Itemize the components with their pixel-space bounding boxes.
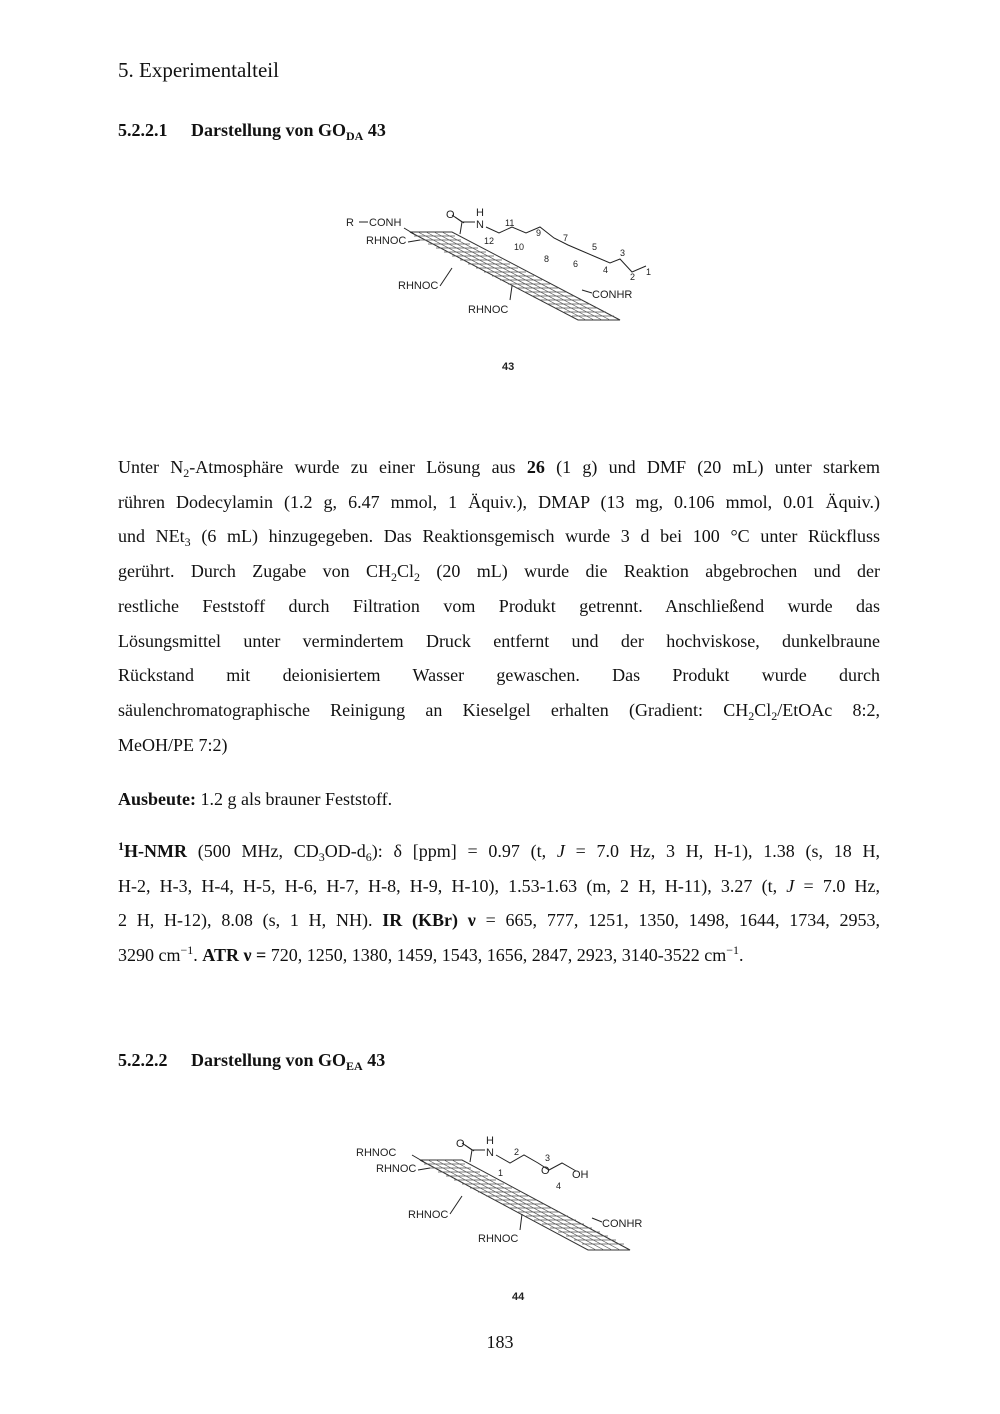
synthesis-line-9: MeOH/PE 7:2) (118, 734, 228, 755)
nitrogen-label: N (476, 219, 484, 231)
alkyl-chain-43 (486, 227, 646, 272)
graphene-sheet-43 (410, 232, 620, 320)
hydrogen-label: H (476, 207, 484, 219)
section-title-prefix: Darstellung von GO (191, 120, 347, 140)
oxygen-label: O (446, 209, 455, 221)
structure-43-labels (346, 207, 651, 373)
nmr-line-3: 2 H, H-12), 8.08 (s, 1 H, NH). IR (KBr) ν = 665, 777, 1251, 1350, 1498, 1644, 1734, 2953, (118, 910, 881, 931)
chain-num-8: 8 (544, 254, 550, 264)
hydrogen-label-44: H (486, 1135, 494, 1147)
section-title-prefix-2: Darstellung von GO (191, 1050, 347, 1070)
chain-num-11: 11 (505, 218, 515, 228)
chain-num-44-4: 4 (556, 1181, 562, 1191)
chain-num-6: 6 (573, 259, 579, 269)
chain-num-2: 2 (630, 272, 636, 282)
ir-label: IR (KBr) ν (382, 910, 476, 931)
chain-num-10: 10 (514, 242, 525, 252)
chain-num-4: 4 (603, 265, 609, 275)
structure-43 (359, 215, 646, 320)
synthesis-line-8: säulenchromatographische Reinigung an Kieselgel erhalten (Gradient: $CH_2Cl_2$/EtOAc 8:2, (118, 699, 880, 723)
chain-num-5: 5 (592, 242, 598, 252)
section-title-compound: 43 (367, 120, 386, 140)
synthesis-line-7: Rückstand mit deionisiertem Wasser gewaschen. Das Produkt wurde durch (118, 665, 880, 686)
conhr-label: CONHR (592, 289, 633, 301)
characterization-paragraph (118, 834, 880, 973)
nmr-line-2: H-2, H-3, H-4, H-5, H-6, H-7, H-8, H-9, H-10), 1.53-1.63 (m, 2 H, H-11), 3.27 (t, J = 7.0 Hz, (118, 875, 880, 896)
section-number: 5.2.2.1 (118, 120, 168, 140)
rhnoc-label-44-1: RHNOC (356, 1147, 397, 1159)
chain-num-7: 7 (563, 233, 569, 243)
rhnoc-label-3: RHNOC (468, 304, 509, 316)
synthesis-line-6: Lösungsmittel unter vermindertem Druck entfernt und der hochviskose, dunkelbraune (118, 630, 880, 651)
rhnoc-label-44-3: RHNOC (408, 1209, 449, 1221)
r-label: R (346, 217, 354, 229)
synthesis-paragraph (118, 450, 880, 762)
hydroxyl-label-44: OH (572, 1169, 589, 1181)
rhnoc-label-44-2: RHNOC (376, 1163, 417, 1175)
chain-num-9: 9 (536, 228, 542, 238)
rhnoc-label-2: RHNOC (398, 280, 439, 292)
atr-label: ATR ν = (202, 945, 267, 966)
synthesis-line-4: gerührt. Durch Zugabe von $CH_2Cl_2$ (20 mL) wurde die Reaktion abgebrochen und der (118, 561, 880, 585)
chain-num-12: 12 (484, 236, 495, 246)
synthesis-line-5: restliche Feststoff durch Filtration vom Produkt getrennt. Anschließend wurde das (118, 595, 880, 616)
structure-44-labels (356, 1135, 642, 1303)
section-title-subscript-2: EA (346, 1059, 363, 1073)
conhr-label-44: CONHR (602, 1218, 643, 1230)
synthesis-line-1: Unter $N_2$-Atmosphäre wurde zu einer Lösung aus 26 (1 g) und DMF (20 mL) unter starkem (118, 457, 881, 480)
chain-num-3: 3 (620, 248, 626, 258)
chain-num-44-3: 3 (545, 1153, 551, 1163)
section-heading-2 (118, 1050, 385, 1071)
rhnoc-label-1: RHNOC (366, 235, 407, 247)
chapter-header: 5. Experimentalteil (118, 58, 279, 82)
oxygen-label-44: O (456, 1138, 465, 1150)
yield-label: Ausbeute: (118, 789, 197, 809)
section-title-compound-2: 43 (367, 1050, 386, 1070)
section-title-subscript: DA (346, 129, 364, 143)
compound-label-43: 43 (502, 361, 515, 373)
synthesis-line-3: und NEt$_3$ (6 mL) hinzugegeben. Das Reaktionsgemisch wurde 3 d bei 100 °C unter Rückfluss (118, 526, 880, 550)
section-number-2: 5.2.2.2 (118, 1050, 168, 1070)
yield-line (118, 782, 880, 817)
compound-label-44: 44 (512, 1291, 525, 1303)
rhnoc-label-44-4: RHNOC (478, 1233, 519, 1245)
page-number: 183 (486, 1332, 514, 1352)
yield-text: 1.2 g als brauner Feststoff. (196, 789, 393, 809)
synthesis-line-2: rühren Dodecylamin (1.2 g, 6.47 mmol, 1 Äquiv.), DMAP (13 mg, 0.106 mmol, 0.01 Äquiv.) (118, 491, 880, 512)
chain-num-1: 1 (646, 267, 652, 277)
chain-num-44-1: 1 (498, 1168, 504, 1178)
chain-num-44-2: 2 (514, 1147, 520, 1157)
conh-label: CONH (369, 217, 402, 229)
structure-44 (412, 1143, 630, 1250)
ethanolamine-chain-44 (496, 1155, 576, 1171)
graphene-sheet-44 (420, 1160, 630, 1250)
nmr-line-1: $^1$H-NMR (500 MHz, $CD_3OD-d_6$): δ [ppm] = 0.97 (t, J = 7.0 Hz, 3 H, H-1), 1.38 (s, 18 H, (118, 839, 880, 864)
nmr-line-4: 3290 $cm^{-1}$. ATR ν = 720, 1250, 1380, 1459, 1543, 1656, 2847, 2923, 3140-3522 $cm^{-1}$. (118, 943, 744, 966)
ether-oxygen-label-44: O (541, 1165, 550, 1177)
section-heading-1 (118, 120, 386, 141)
nitrogen-label-44: N (486, 1147, 494, 1159)
